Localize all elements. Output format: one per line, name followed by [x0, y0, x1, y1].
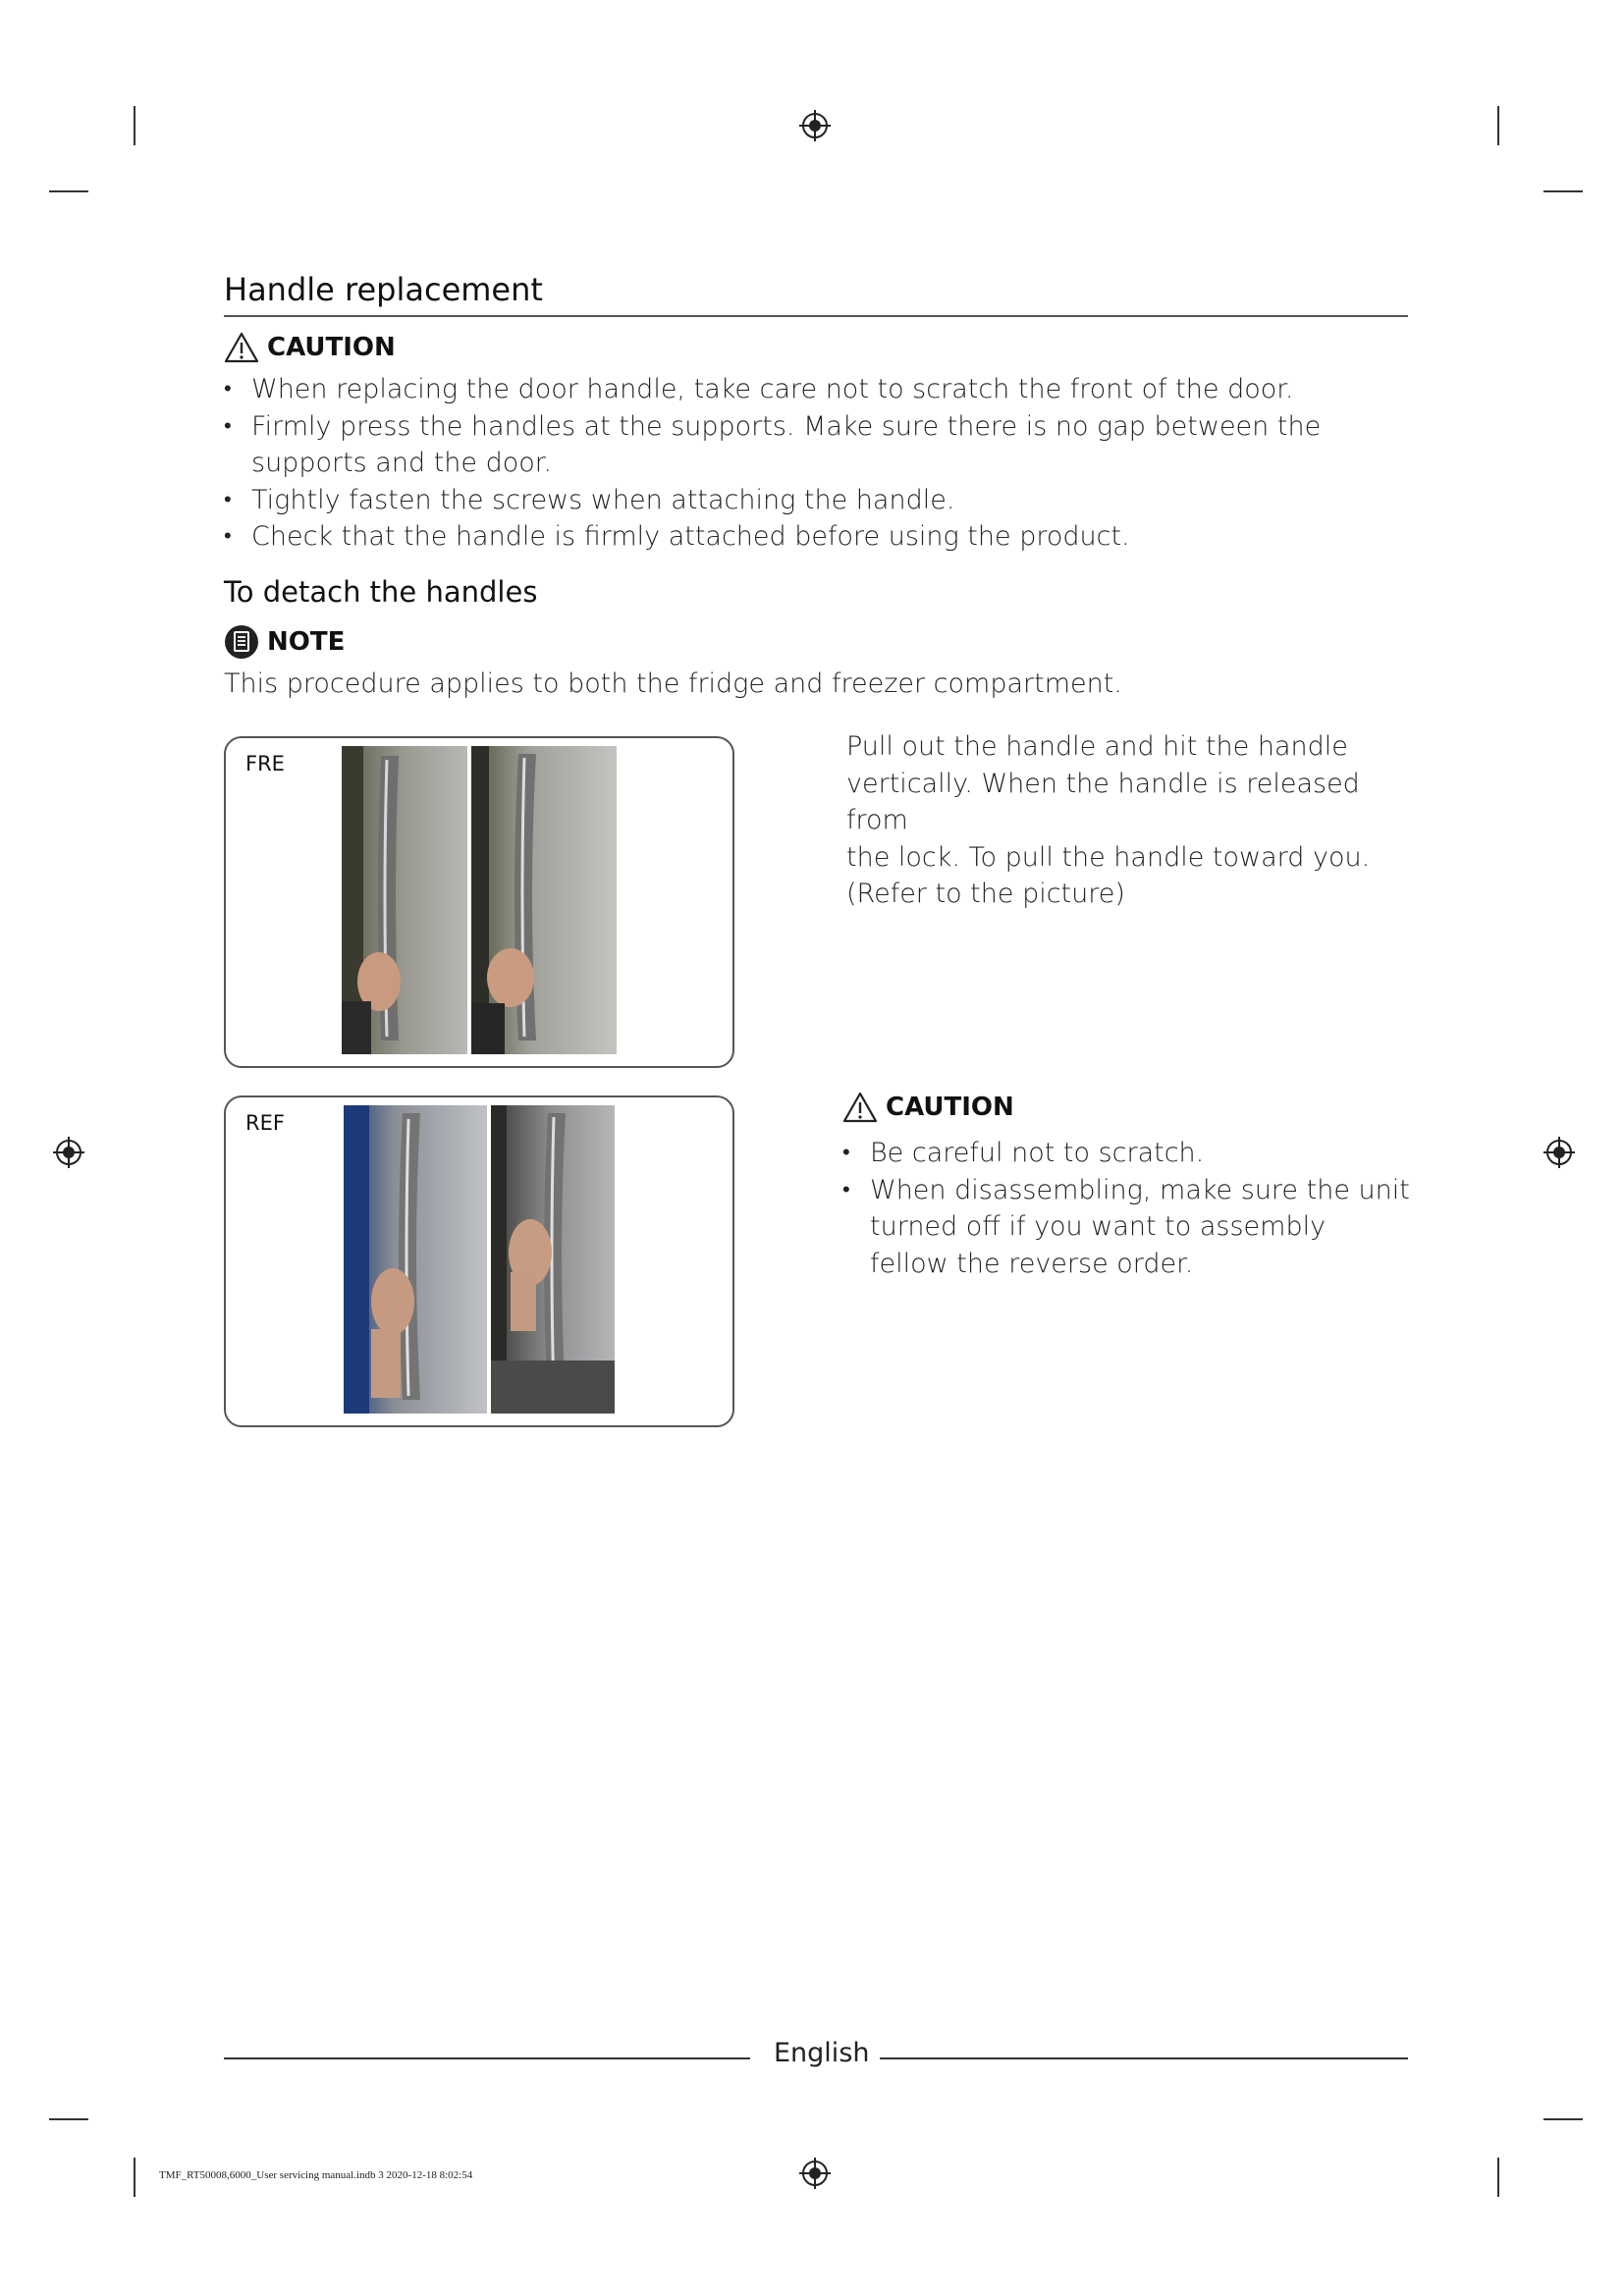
crop-mark — [1543, 2118, 1583, 2120]
registration-mark-icon — [797, 2156, 833, 2191]
handle-photo — [342, 746, 467, 1054]
crop-mark — [49, 2118, 88, 2120]
panel-label: REF — [245, 1111, 285, 1135]
instruction-text — [846, 728, 1416, 913]
caution-heading — [224, 332, 396, 363]
note-label: NOTE — [267, 627, 346, 657]
print-imprint: TMF_RT50008,6000_User servicing manual.indb 3 2020-12-18 8:02:54 — [159, 2169, 473, 2181]
title-divider — [224, 315, 1408, 317]
note-heading — [224, 624, 345, 660]
list-item: • Check that the handle is firmly attached before using the product. — [224, 518, 1392, 556]
list-item: • Be careful not to scratch. — [842, 1135, 1412, 1172]
list-item: • Firmly press the handles at the supports. Make sure there is no gap between the supports and the door. — [224, 408, 1392, 482]
photo-panel-ref — [224, 1095, 734, 1427]
handle-photo — [344, 1105, 487, 1414]
caution-heading — [842, 1092, 1014, 1123]
instruction-line: vertically. When the handle is released from — [846, 768, 1360, 835]
caution-label: CAUTION — [886, 1093, 1014, 1122]
registration-mark-icon — [51, 1135, 86, 1170]
registration-mark-icon — [797, 108, 833, 143]
instruction-line: the lock. To pull the handle toward you. — [846, 841, 1371, 873]
crop-mark — [1543, 190, 1583, 192]
list-item: • When replacing the door handle, take care not to scratch the front of the door. — [224, 371, 1392, 408]
footer-rule — [224, 2057, 750, 2059]
section-title: Handle replacement — [224, 271, 543, 308]
list-item: • Tightly fasten the screws when attaching the handle. — [224, 482, 1392, 519]
instruction-line: (Refer to the picture) — [846, 879, 1125, 909]
warning-triangle-icon — [224, 332, 259, 363]
panel-label: FRE — [245, 752, 285, 775]
registration-mark-icon — [1542, 1135, 1577, 1170]
caution-label: CAUTION — [267, 333, 396, 362]
handle-photo — [491, 1105, 615, 1414]
crop-mark — [134, 2158, 135, 2197]
subsection-title: To detach the handles — [224, 575, 538, 609]
photo-panel-fre — [224, 736, 734, 1068]
caution-list — [842, 1135, 1412, 1282]
footer-rule — [880, 2057, 1408, 2059]
warning-triangle-icon — [842, 1092, 878, 1123]
instruction-line: Pull out the handle and hit the handle — [846, 731, 1348, 762]
crop-mark — [1497, 2158, 1499, 2197]
list-item: • When disassembling, make sure the unit turned off if you want to assembly fellow the reverse order. — [842, 1172, 1412, 1283]
note-text: This procedure applies to both the fridge and freezer compartment. — [224, 668, 1122, 699]
note-icon — [224, 624, 259, 660]
crop-mark — [1497, 106, 1499, 145]
handle-photo — [471, 746, 617, 1054]
caution-list — [224, 371, 1392, 556]
page-language: English — [774, 2038, 870, 2068]
crop-mark — [134, 106, 135, 145]
crop-mark — [49, 190, 88, 192]
